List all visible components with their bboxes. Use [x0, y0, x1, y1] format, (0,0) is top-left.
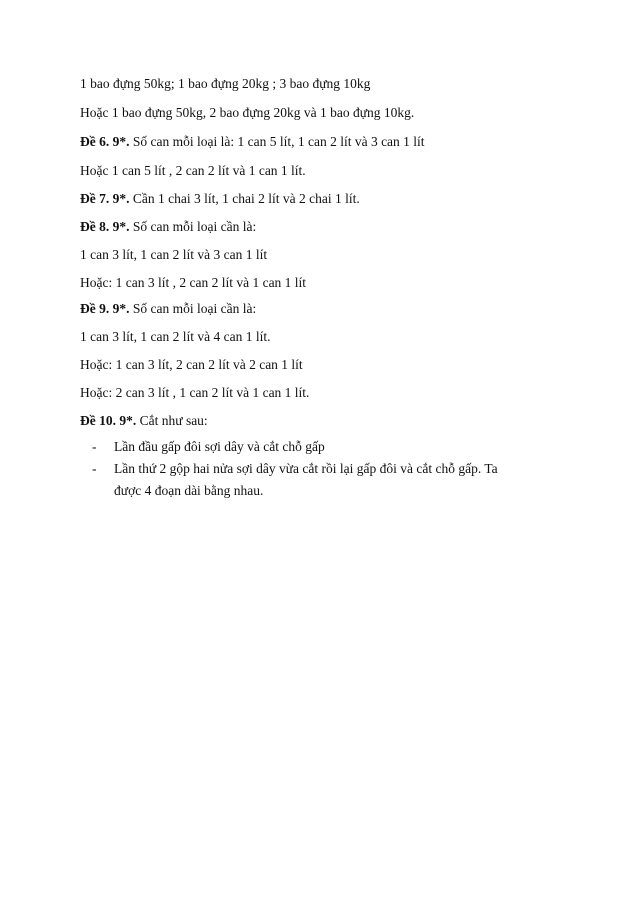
answer-line-1 — [80, 75, 370, 93]
problem-8-heading — [80, 218, 256, 236]
problem-9-heading — [80, 300, 256, 318]
answer-line-10 — [80, 328, 270, 346]
line-text: 1 bao đựng 50kg; 1 bao đựng 20kg ; 3 bao đựng 10kg — [80, 76, 371, 91]
problem-label: Đề 10. 9*. — [80, 413, 137, 428]
problem-label: Đề 8. 9*. — [80, 219, 130, 234]
line-text: 1 can 3 lít, 1 can 2 lít và 4 can 1 lít. — [80, 329, 271, 344]
line-text: Hoặc: 2 can 3 lít , 1 can 2 lít và 1 can 1 lít. — [80, 385, 310, 400]
bullet-item-2-continuation: được 4 đoạn dài bằng nhau. — [114, 483, 264, 498]
answer-line-12 — [80, 384, 309, 402]
answer-line-2 — [80, 104, 414, 122]
line-text: Số can mỗi loại cần là: — [129, 301, 257, 316]
bullet-marker: - — [92, 461, 97, 476]
problem-7-heading — [80, 190, 360, 208]
problem-label: Đề 9. 9*. — [80, 301, 130, 316]
line-text: Hoặc 1 bao đựng 50kg, 2 bao đựng 20kg và 1 bao đựng 10kg. — [80, 105, 415, 120]
line-text: Cần 1 chai 3 lít, 1 chai 2 lít và 2 chai 1 lít. — [129, 191, 360, 206]
answer-line-4 — [80, 162, 306, 180]
answer-line-8 — [80, 274, 306, 292]
answer-line-11 — [80, 356, 303, 374]
line-text: Cắt như sau: — [136, 413, 208, 428]
line-text: Số can mỗi loại là: 1 can 5 lít, 1 can 2 lít và 3 can 1 lít — [129, 134, 425, 149]
bullet-item-1: Lần đầu gấp đôi sợi dây và cắt chỗ gấp — [114, 439, 325, 454]
problem-label: Đề 6. 9*. — [80, 134, 130, 149]
problem-10-heading — [80, 412, 208, 430]
line-text: Hoặc: 1 can 3 lít , 2 can 2 lít và 1 can 1 lít — [80, 275, 307, 290]
line-text: Hoặc: 1 can 3 lít, 2 can 2 lít và 2 can 1 lít — [80, 357, 303, 372]
bullet-item-2: Lần thứ 2 gộp hai nửa sợi dây vừa cắt rồi lại gấp đôi và cắt chỗ gấp. Ta — [114, 461, 498, 476]
answer-line-7 — [80, 246, 267, 264]
line-text: 1 can 3 lít, 1 can 2 lít và 3 can 1 lít — [80, 247, 268, 262]
problem-label: Đề 7. 9*. — [80, 191, 130, 206]
bullet-marker: - — [92, 439, 97, 454]
line-text: Hoặc 1 can 5 lít , 2 can 2 lít và 1 can 1 lít. — [80, 163, 306, 178]
line-text: Số can mỗi loại cần là: — [129, 219, 257, 234]
problem-6-heading — [80, 133, 425, 151]
